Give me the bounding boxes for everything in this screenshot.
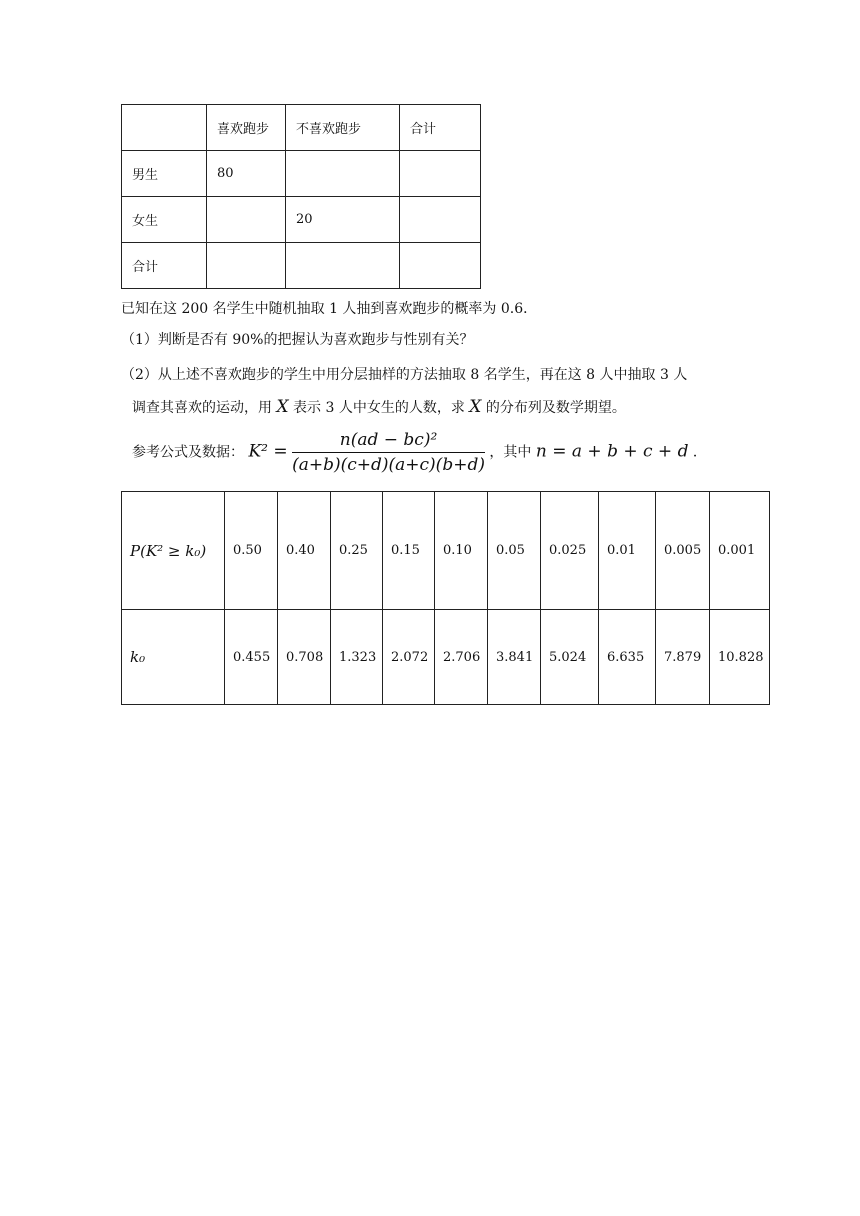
p-value-cell: 0.005 — [656, 492, 710, 610]
cell-total-total — [400, 243, 481, 289]
header-cell-total: 合计 — [400, 105, 481, 151]
p-value-cell: 0.10 — [435, 492, 488, 610]
cell-female-total — [400, 197, 481, 243]
cell-total-like — [207, 243, 286, 289]
p-value-cell: 0.01 — [599, 492, 656, 610]
cell-male-total — [400, 151, 481, 197]
contingency-table — [121, 104, 481, 289]
formula-mid-text: ，其中 — [489, 444, 532, 461]
cell-female-like — [207, 197, 286, 243]
question-2-line-1: （2）从上述不喜欢跑步的学生中用分层抽样的方法抽取 8 名学生，再在这 8 人中抽取 3 人 — [121, 367, 688, 383]
question-2-line-2 — [132, 397, 626, 417]
question-2-text-c: 的分布列及数学期望。 — [485, 400, 626, 416]
question-2-text-b: 表示 3 人中女生的人数，求 — [293, 400, 465, 416]
row-label-probability: P(K² ≥ k₀) — [122, 492, 225, 610]
cell-male-like: 80 — [207, 151, 286, 197]
table-row — [122, 243, 481, 289]
header-cell-empty — [122, 105, 207, 151]
k-value-cell: 0.455 — [225, 610, 278, 705]
table-row — [122, 151, 481, 197]
k-value-cell: 0.708 — [278, 610, 331, 705]
p-value-cell: 0.25 — [331, 492, 383, 610]
header-cell-like-running: 喜欢跑步 — [207, 105, 286, 151]
table-header-row — [122, 105, 481, 151]
cell-total-dislike — [286, 243, 400, 289]
question-2-text-a: 调查其喜欢的运动，用 — [132, 400, 272, 416]
k-value-cell: 1.323 — [331, 610, 383, 705]
row-label-male: 男生 — [122, 151, 207, 197]
table-row-k-values — [122, 610, 770, 705]
k-value-cell: 3.841 — [488, 610, 541, 705]
formula-n-definition: n = a + b + c + d — [535, 441, 689, 462]
row-label-total: 合计 — [122, 243, 207, 289]
row-label-female: 女生 — [122, 197, 207, 243]
variable-x: X — [276, 397, 289, 417]
p-value-cell: 0.50 — [225, 492, 278, 610]
reference-formula — [132, 430, 707, 475]
cell-male-dislike — [286, 151, 400, 197]
cell-female-dislike: 20 — [286, 197, 400, 243]
p-value-cell: 0.05 — [488, 492, 541, 610]
formula-denominator: (a+b)(c+d)(a+c)(b+d) — [292, 455, 485, 475]
k-value-cell: 2.706 — [435, 610, 488, 705]
question-1-text: （1）判断是否有 90%的把握认为喜欢跑步与性别有关？ — [121, 332, 474, 348]
k-value-cell: 7.879 — [656, 610, 710, 705]
k-value-cell: 10.828 — [710, 610, 770, 705]
variable-x-2: X — [469, 397, 482, 417]
formula-end: ． — [692, 444, 707, 461]
p-value-cell: 0.025 — [541, 492, 599, 610]
formula-numerator: n(ad − bc)² — [292, 430, 485, 453]
p-value-cell: 0.001 — [710, 492, 770, 610]
k-value-cell: 5.024 — [541, 610, 599, 705]
p-value-cell: 0.40 — [278, 492, 331, 610]
table-row — [122, 197, 481, 243]
critical-value-table — [121, 491, 770, 705]
formula-fraction — [292, 430, 485, 475]
p-value-cell: 0.15 — [383, 492, 435, 610]
k-value-cell: 6.635 — [599, 610, 656, 705]
formula-prefix: 参考公式及数据： — [132, 444, 244, 461]
header-cell-dislike-running: 不喜欢跑步 — [286, 105, 400, 151]
formula-lhs: K² = — [248, 441, 288, 462]
row-label-k0: k₀ — [122, 610, 225, 705]
k-value-cell: 2.072 — [383, 610, 435, 705]
given-probability-text: 已知在这 200 名学生中随机抽取 1 人抽到喜欢跑步的概率为 0.6． — [121, 301, 538, 317]
table-row-probability — [122, 492, 770, 610]
